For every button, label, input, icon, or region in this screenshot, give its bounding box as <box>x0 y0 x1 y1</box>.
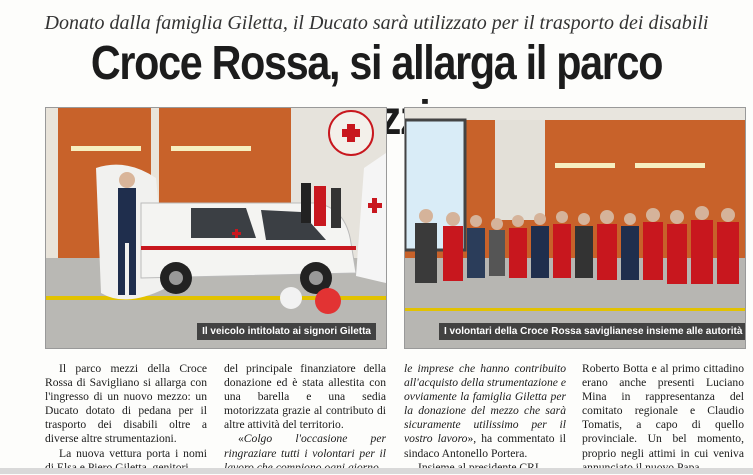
quote-attribution: », ha commentato il sindaco Antonello Portera. <box>404 432 566 460</box>
quote-text: Colgo l'occasione per ringraziare tutti i volontari per il <box>224 432 386 460</box>
photo-caption: Il veicolo intitolato ai signori Giletta <box>197 323 376 340</box>
vehicle-illustration <box>46 108 386 348</box>
quote-paragraph <box>404 362 566 461</box>
photo-vehicle <box>45 107 387 349</box>
article-headline: Croce Rossa, si allarga il parco <box>90 37 663 90</box>
quote-text: le imprese che hanno contribuito all'acquisto della strumentazione e ovviamente la famiglia Giletta per la donazione del mezzo che sarà sicuramente utilissimo per il vostro lavoro <box>404 362 566 446</box>
article-subtitle: Donato dalla famiglia Giletta, il Ducato sarà utilizzato per il trasporto dei disabili <box>44 12 709 34</box>
article-column-1 <box>45 362 207 475</box>
page-bottom-divider <box>0 468 753 474</box>
article-column-2 <box>224 362 386 475</box>
quote-mark: « <box>238 432 244 446</box>
article-column-4 <box>582 362 744 475</box>
paragraph: del principale finanziatore della donazione ed è stata allestita con una barella e una sedia motorizzata grazie al contributo di altre attività del territorio. <box>224 362 386 432</box>
paragraph: Il parco mezzi della Croce Rossa di Savigliano si allarga con l'ingresso di un nuovo mezzo: un Ducato dotato di pedana per il trasporto dei disabili oltre a diverse altre strumentazioni. <box>45 362 207 446</box>
photo-volunteers <box>404 107 746 349</box>
paragraph: Roberto Botta e al primo cittadino erano anche presenti Luciano Mina in rappresentanza del comitato regionale e Claudio Tomatis, a capo di quello provinciale. Un bel momento, proprio negli attimi in cui veniva <box>582 362 744 460</box>
article-column-3 <box>404 362 566 475</box>
paragraph: La nuova vettura porta i nomi <box>59 446 207 460</box>
photo-caption: I volontari della Croce Rossa saviglianese insieme alle autorità <box>439 323 746 340</box>
volunteers-illustration <box>405 108 745 348</box>
